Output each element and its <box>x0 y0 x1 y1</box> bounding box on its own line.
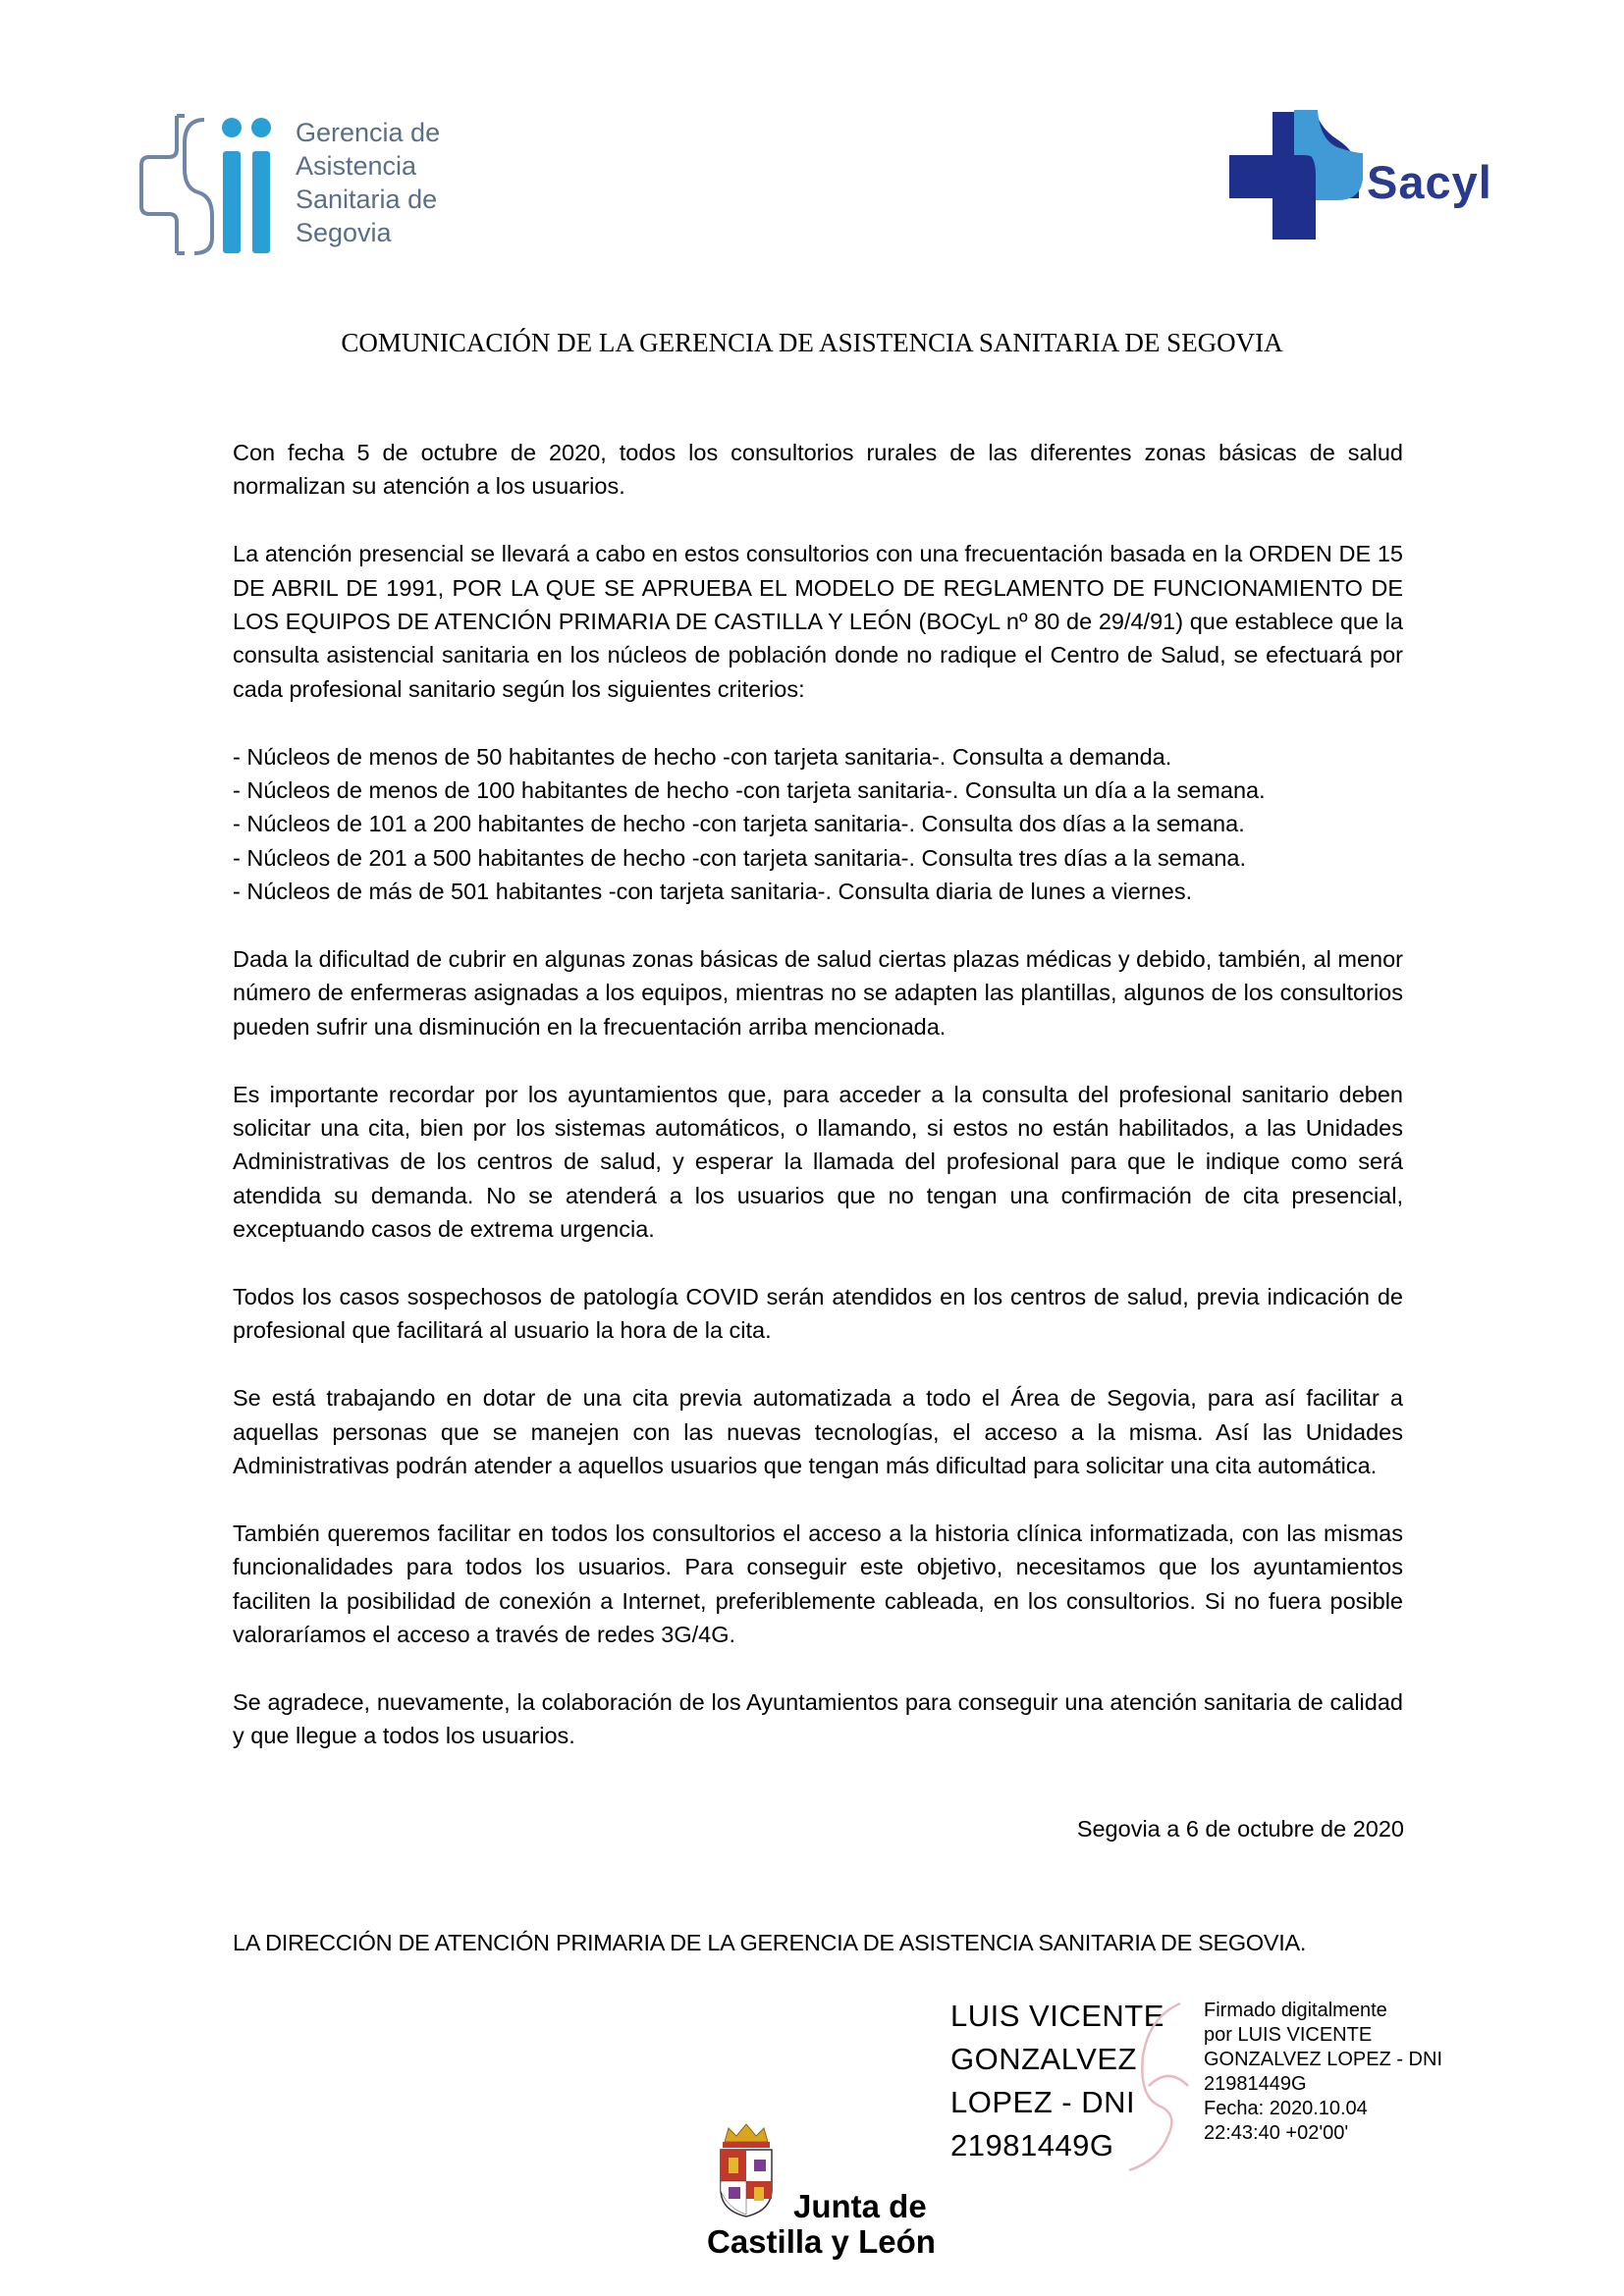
signature-name-line: 21981449G <box>950 2128 1114 2163</box>
signoff-date: Segovia a 6 de octubre de 2020 <box>1076 1816 1404 1842</box>
signature-detail-line: GONZALVEZ LOPEZ - DNI <box>1204 2049 1442 2070</box>
criteria-item: - Núcleos de menos de 50 habitantes de hecho -con tarjeta sanitaria-. Consulta a demanda. <box>233 743 1172 770</box>
signature-name-line: LOPEZ - DNI <box>950 2085 1136 2119</box>
gerencia-logo-line: Gerencia de <box>296 118 441 147</box>
criteria-item: - Núcleos de 101 a 200 habitantes de hecho -con tarjeta sanitaria-. Consulta dos días a la semana. <box>233 811 1245 837</box>
gerencia-logo-line: Segovia <box>296 218 392 247</box>
sacyl-logo <box>1227 110 1502 242</box>
signature-mark-icon <box>1110 1998 1198 2174</box>
paragraph: Es importante recordar por los ayuntamientos que, para acceder a la consulta del profesional sanitario deben solicitar una cita, bien por los sistemas automáticos, o llamando, si estos no están habilitados, a las Unidades Administrativas de los centros de salud, y esperar la llamada del profesional para que le indique como será atendida su demanda. No se atenderá a los usuarios que no tengan una confirmación de cita presencial, exceptuando casos de extrema urgencia. <box>233 1081 1403 1243</box>
paragraph: Se agradece, nuevamente, la colaboración de los Ayuntamientos para conseguir una atención sanitaria de calidad y que llegue a todos los usuarios. <box>233 1688 1403 1749</box>
paragraph: Dada la dificultad de cubrir en algunas zonas básicas de salud ciertas plazas médicas y debido, también, al menor número de enfermeras asignadas a los equipos, mientras no se adapten las plantillas, algunos de los consultorios pueden sufrir una disminución en la frecuentación arriba mencionada. <box>233 946 1403 1040</box>
gerencia-logo-line: Sanitaria de <box>296 185 438 214</box>
sacyl-logo-text: Sacyl <box>1367 156 1492 208</box>
signature-name-line: GONZALVEZ <box>950 2042 1137 2076</box>
signature-detail-line: Fecha: 2020.10.04 <box>1204 2098 1368 2119</box>
paragraph: Todos los casos sospechosos de patología COVID serán atendidos en los centros de salud, previa indicación de profesional que facilitará al usuario la hora de la cita. <box>233 1284 1403 1344</box>
signature-detail-line: Firmado digitalmente <box>1204 2000 1387 2021</box>
criteria-item: - Núcleos de menos de 100 habitantes de hecho -con tarjeta sanitaria-. Consulta un día a la semana. <box>233 777 1266 804</box>
document-title: COMUNICACIÓN DE LA GERENCIA DE ASISTENCIA SANITARIA DE SEGOVIA <box>341 328 1283 357</box>
criteria-item: - Núcleos de más de 501 habitantes -con tarjeta sanitaria-. Consulta diaria de lunes a viernes. <box>233 879 1193 905</box>
gerencia-logo-mark <box>135 110 293 257</box>
junta-logo-text <box>707 2189 962 2260</box>
junta-logo <box>707 2120 962 2277</box>
signature-details <box>1204 1999 1442 2146</box>
junta-logo-line-2: Castilla y León <box>707 2223 936 2260</box>
paragraph: La atención presencial se llevará a cabo en estos consultorios con una frecuentación basada en la ORDEN DE 15 DE ABRIL DE 1991, POR LA QUE SE APRUEBA EL MODELO DE REGLAMENTO DE FUNCIONAMIENTO DE LOS EQUIPOS DE ATENCIÓN PRIMARIA DE CASTILLA Y LEÓN (BOCyL nº 80 de 29/4/91) que establece que la consulta asistencial sanitaria en los núcleos de población donde no radique el Centro de Salud, se efectuará por cada profesional sanitario según los siguientes criterios: <box>233 541 1403 702</box>
criteria-item: - Núcleos de 201 a 500 habitantes de hecho -con tarjeta sanitaria-. Consulta tres días a la semana. <box>233 844 1247 871</box>
criteria-list <box>233 740 1403 909</box>
sacyl-cross-icon <box>1227 110 1365 242</box>
document-body <box>233 436 1403 1787</box>
signature-name-line: LUIS VICENTE <box>950 1999 1164 2033</box>
gerencia-logo-text <box>296 116 462 249</box>
paragraph: Con fecha 5 de octubre de 2020, todos los consultorios rurales de las diferentes zonas básicas de salud normalizan su atención a los usuarios. <box>233 440 1403 500</box>
gerencia-logo-line: Asistencia <box>296 151 417 181</box>
paragraph: También queremos facilitar en todos los consultorios el acceso a la historia clínica informatizada, con las mismas funcionalidades para todos los usuarios. Para conseguir este objetivo, necesitamos que los ayuntamientos faciliten la posibilidad de conexión a Internet, preferiblemente cableada, en los consultorios. Si no fuera posible valoraríamos el acceso a través de redes 3G/4G. <box>233 1520 1403 1648</box>
signature-detail-line: por LUIS VICENTE <box>1204 2024 1373 2046</box>
gerencia-logo <box>135 110 450 257</box>
junta-logo-line-1: Junta de <box>793 2188 927 2224</box>
paragraph: Se está trabajando en dotar de una cita previa automatizada a todo el Área de Segovia, para así facilitar a aquellas personas que se manejen con las nuevas tecnologías, el acceso a la misma. Así las Unidades Administrativas podrán atender a aquellos usuarios que tengan más dificultad para solicitar una cita automática. <box>233 1385 1403 1479</box>
issuing-direction: LA DIRECCIÓN DE ATENCIÓN PRIMARIA DE LA GERENCIA DE ASISTENCIA SANITARIA DE SEGOVIA. <box>233 1930 1307 1955</box>
signature-detail-line: 22:43:40 +02'00' <box>1204 2122 1349 2144</box>
signature-detail-line: 21981449G <box>1204 2073 1307 2095</box>
